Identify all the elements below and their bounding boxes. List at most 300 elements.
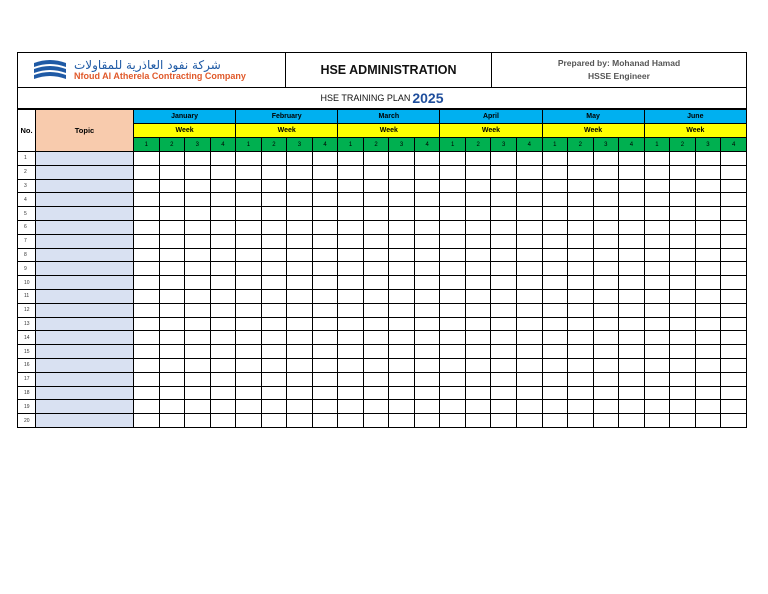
schedule-cell[interactable] [695, 179, 721, 193]
schedule-cell[interactable] [159, 400, 185, 414]
schedule-cell[interactable] [414, 372, 440, 386]
schedule-cell[interactable] [542, 303, 568, 317]
schedule-cell[interactable] [491, 276, 517, 290]
schedule-cell[interactable] [363, 372, 389, 386]
schedule-cell[interactable] [236, 372, 262, 386]
schedule-cell[interactable] [414, 345, 440, 359]
schedule-cell[interactable] [185, 358, 211, 372]
schedule-cell[interactable] [542, 331, 568, 345]
schedule-cell[interactable] [338, 289, 364, 303]
schedule-cell[interactable] [619, 207, 645, 221]
schedule-cell[interactable] [542, 193, 568, 207]
topic-cell[interactable] [36, 317, 134, 331]
schedule-cell[interactable] [287, 193, 313, 207]
topic-cell[interactable] [36, 386, 134, 400]
schedule-cell[interactable] [312, 289, 338, 303]
schedule-cell[interactable] [312, 331, 338, 345]
schedule-cell[interactable] [695, 372, 721, 386]
schedule-cell[interactable] [185, 303, 211, 317]
schedule-cell[interactable] [159, 414, 185, 428]
schedule-cell[interactable] [465, 179, 491, 193]
schedule-cell[interactable] [644, 165, 670, 179]
schedule-cell[interactable] [185, 207, 211, 221]
schedule-cell[interactable] [414, 262, 440, 276]
schedule-cell[interactable] [414, 234, 440, 248]
schedule-cell[interactable] [721, 152, 747, 166]
schedule-cell[interactable] [542, 234, 568, 248]
schedule-cell[interactable] [236, 262, 262, 276]
schedule-cell[interactable] [440, 207, 466, 221]
schedule-cell[interactable] [670, 234, 696, 248]
schedule-cell[interactable] [312, 165, 338, 179]
schedule-cell[interactable] [670, 345, 696, 359]
schedule-cell[interactable] [593, 289, 619, 303]
schedule-cell[interactable] [644, 400, 670, 414]
schedule-cell[interactable] [568, 248, 594, 262]
schedule-cell[interactable] [134, 207, 160, 221]
schedule-cell[interactable] [670, 207, 696, 221]
schedule-cell[interactable] [236, 207, 262, 221]
schedule-cell[interactable] [465, 358, 491, 372]
schedule-cell[interactable] [210, 234, 236, 248]
schedule-cell[interactable] [695, 234, 721, 248]
schedule-cell[interactable] [491, 345, 517, 359]
schedule-cell[interactable] [159, 331, 185, 345]
schedule-cell[interactable] [134, 358, 160, 372]
schedule-cell[interactable] [389, 234, 415, 248]
schedule-cell[interactable] [516, 152, 542, 166]
topic-cell[interactable] [36, 400, 134, 414]
schedule-cell[interactable] [338, 207, 364, 221]
schedule-cell[interactable] [236, 331, 262, 345]
schedule-cell[interactable] [670, 400, 696, 414]
schedule-cell[interactable] [389, 179, 415, 193]
schedule-cell[interactable] [389, 414, 415, 428]
schedule-cell[interactable] [159, 248, 185, 262]
schedule-cell[interactable] [312, 152, 338, 166]
schedule-cell[interactable] [516, 207, 542, 221]
schedule-cell[interactable] [542, 220, 568, 234]
schedule-cell[interactable] [134, 414, 160, 428]
schedule-cell[interactable] [287, 248, 313, 262]
schedule-cell[interactable] [440, 414, 466, 428]
schedule-cell[interactable] [670, 303, 696, 317]
schedule-cell[interactable] [312, 234, 338, 248]
schedule-cell[interactable] [261, 331, 287, 345]
schedule-cell[interactable] [568, 345, 594, 359]
schedule-cell[interactable] [389, 207, 415, 221]
schedule-cell[interactable] [491, 386, 517, 400]
schedule-cell[interactable] [414, 165, 440, 179]
schedule-cell[interactable] [312, 386, 338, 400]
schedule-cell[interactable] [159, 152, 185, 166]
schedule-cell[interactable] [185, 331, 211, 345]
schedule-cell[interactable] [695, 152, 721, 166]
schedule-cell[interactable] [644, 372, 670, 386]
schedule-cell[interactable] [695, 345, 721, 359]
schedule-cell[interactable] [440, 165, 466, 179]
schedule-cell[interactable] [363, 193, 389, 207]
schedule-cell[interactable] [236, 179, 262, 193]
schedule-cell[interactable] [619, 234, 645, 248]
schedule-cell[interactable] [542, 317, 568, 331]
schedule-cell[interactable] [210, 220, 236, 234]
schedule-cell[interactable] [312, 372, 338, 386]
schedule-cell[interactable] [389, 152, 415, 166]
schedule-cell[interactable] [465, 414, 491, 428]
schedule-cell[interactable] [516, 276, 542, 290]
schedule-cell[interactable] [568, 386, 594, 400]
schedule-cell[interactable] [338, 372, 364, 386]
schedule-cell[interactable] [338, 358, 364, 372]
schedule-cell[interactable] [210, 331, 236, 345]
schedule-cell[interactable] [619, 220, 645, 234]
schedule-cell[interactable] [414, 193, 440, 207]
schedule-cell[interactable] [670, 179, 696, 193]
schedule-cell[interactable] [185, 372, 211, 386]
schedule-cell[interactable] [619, 372, 645, 386]
schedule-cell[interactable] [721, 234, 747, 248]
schedule-cell[interactable] [440, 262, 466, 276]
schedule-cell[interactable] [236, 358, 262, 372]
schedule-cell[interactable] [721, 179, 747, 193]
schedule-cell[interactable] [593, 220, 619, 234]
schedule-cell[interactable] [619, 276, 645, 290]
schedule-cell[interactable] [568, 165, 594, 179]
schedule-cell[interactable] [134, 331, 160, 345]
schedule-cell[interactable] [491, 400, 517, 414]
schedule-cell[interactable] [491, 289, 517, 303]
schedule-cell[interactable] [542, 179, 568, 193]
schedule-cell[interactable] [210, 165, 236, 179]
schedule-cell[interactable] [363, 386, 389, 400]
schedule-cell[interactable] [516, 345, 542, 359]
schedule-cell[interactable] [210, 207, 236, 221]
schedule-cell[interactable] [185, 248, 211, 262]
schedule-cell[interactable] [312, 248, 338, 262]
schedule-cell[interactable] [644, 276, 670, 290]
schedule-cell[interactable] [134, 289, 160, 303]
schedule-cell[interactable] [159, 165, 185, 179]
schedule-cell[interactable] [338, 345, 364, 359]
schedule-cell[interactable] [134, 152, 160, 166]
schedule-cell[interactable] [593, 262, 619, 276]
topic-cell[interactable] [36, 414, 134, 428]
schedule-cell[interactable] [516, 234, 542, 248]
schedule-cell[interactable] [389, 193, 415, 207]
schedule-cell[interactable] [568, 317, 594, 331]
schedule-cell[interactable] [363, 234, 389, 248]
schedule-cell[interactable] [261, 220, 287, 234]
schedule-cell[interactable] [185, 276, 211, 290]
schedule-cell[interactable] [491, 317, 517, 331]
schedule-cell[interactable] [644, 386, 670, 400]
schedule-cell[interactable] [363, 152, 389, 166]
schedule-cell[interactable] [287, 345, 313, 359]
topic-cell[interactable] [36, 248, 134, 262]
schedule-cell[interactable] [440, 248, 466, 262]
schedule-cell[interactable] [261, 152, 287, 166]
schedule-cell[interactable] [465, 345, 491, 359]
schedule-cell[interactable] [134, 262, 160, 276]
schedule-cell[interactable] [287, 276, 313, 290]
schedule-cell[interactable] [516, 220, 542, 234]
schedule-cell[interactable] [568, 193, 594, 207]
schedule-cell[interactable] [210, 179, 236, 193]
schedule-cell[interactable] [338, 193, 364, 207]
schedule-cell[interactable] [542, 358, 568, 372]
schedule-cell[interactable] [619, 165, 645, 179]
topic-cell[interactable] [36, 303, 134, 317]
schedule-cell[interactable] [465, 400, 491, 414]
schedule-cell[interactable] [363, 262, 389, 276]
schedule-cell[interactable] [491, 358, 517, 372]
schedule-cell[interactable] [670, 386, 696, 400]
schedule-cell[interactable] [670, 165, 696, 179]
schedule-cell[interactable] [159, 372, 185, 386]
schedule-cell[interactable] [287, 358, 313, 372]
schedule-cell[interactable] [363, 179, 389, 193]
schedule-cell[interactable] [542, 152, 568, 166]
schedule-cell[interactable] [721, 414, 747, 428]
schedule-cell[interactable] [210, 303, 236, 317]
schedule-cell[interactable] [440, 220, 466, 234]
schedule-cell[interactable] [440, 386, 466, 400]
schedule-cell[interactable] [491, 193, 517, 207]
schedule-cell[interactable] [542, 345, 568, 359]
schedule-cell[interactable] [670, 331, 696, 345]
schedule-cell[interactable] [542, 400, 568, 414]
schedule-cell[interactable] [287, 331, 313, 345]
schedule-cell[interactable] [389, 289, 415, 303]
schedule-cell[interactable] [465, 207, 491, 221]
schedule-cell[interactable] [210, 193, 236, 207]
schedule-cell[interactable] [312, 220, 338, 234]
schedule-cell[interactable] [261, 179, 287, 193]
schedule-cell[interactable] [695, 289, 721, 303]
schedule-cell[interactable] [516, 248, 542, 262]
schedule-cell[interactable] [185, 220, 211, 234]
schedule-cell[interactable] [134, 248, 160, 262]
schedule-cell[interactable] [516, 289, 542, 303]
schedule-cell[interactable] [440, 317, 466, 331]
schedule-cell[interactable] [338, 386, 364, 400]
schedule-cell[interactable] [261, 289, 287, 303]
topic-cell[interactable] [36, 331, 134, 345]
schedule-cell[interactable] [287, 372, 313, 386]
schedule-cell[interactable] [721, 331, 747, 345]
schedule-cell[interactable] [414, 248, 440, 262]
schedule-cell[interactable] [465, 262, 491, 276]
schedule-cell[interactable] [695, 317, 721, 331]
schedule-cell[interactable] [389, 220, 415, 234]
schedule-cell[interactable] [414, 414, 440, 428]
schedule-cell[interactable] [695, 331, 721, 345]
schedule-cell[interactable] [414, 276, 440, 290]
schedule-cell[interactable] [644, 358, 670, 372]
schedule-cell[interactable] [389, 248, 415, 262]
schedule-cell[interactable] [695, 414, 721, 428]
schedule-cell[interactable] [414, 331, 440, 345]
schedule-cell[interactable] [134, 179, 160, 193]
schedule-cell[interactable] [465, 234, 491, 248]
schedule-cell[interactable] [261, 372, 287, 386]
schedule-cell[interactable] [389, 400, 415, 414]
schedule-cell[interactable] [414, 179, 440, 193]
schedule-cell[interactable] [644, 220, 670, 234]
schedule-cell[interactable] [210, 276, 236, 290]
schedule-cell[interactable] [670, 193, 696, 207]
schedule-cell[interactable] [287, 207, 313, 221]
schedule-cell[interactable] [134, 317, 160, 331]
schedule-cell[interactable] [261, 345, 287, 359]
schedule-cell[interactable] [312, 207, 338, 221]
schedule-cell[interactable] [465, 331, 491, 345]
schedule-cell[interactable] [261, 358, 287, 372]
schedule-cell[interactable] [287, 220, 313, 234]
schedule-cell[interactable] [619, 400, 645, 414]
schedule-cell[interactable] [465, 289, 491, 303]
schedule-cell[interactable] [695, 262, 721, 276]
schedule-cell[interactable] [312, 193, 338, 207]
schedule-cell[interactable] [185, 262, 211, 276]
schedule-cell[interactable] [363, 165, 389, 179]
schedule-cell[interactable] [721, 372, 747, 386]
schedule-cell[interactable] [414, 207, 440, 221]
schedule-cell[interactable] [440, 289, 466, 303]
schedule-cell[interactable] [261, 207, 287, 221]
schedule-cell[interactable] [312, 345, 338, 359]
schedule-cell[interactable] [465, 303, 491, 317]
schedule-cell[interactable] [338, 400, 364, 414]
schedule-cell[interactable] [363, 207, 389, 221]
schedule-cell[interactable] [338, 165, 364, 179]
schedule-cell[interactable] [568, 414, 594, 428]
schedule-cell[interactable] [670, 220, 696, 234]
schedule-cell[interactable] [619, 152, 645, 166]
schedule-cell[interactable] [721, 345, 747, 359]
schedule-cell[interactable] [721, 207, 747, 221]
schedule-cell[interactable] [593, 303, 619, 317]
schedule-cell[interactable] [185, 400, 211, 414]
schedule-cell[interactable] [619, 317, 645, 331]
schedule-cell[interactable] [593, 386, 619, 400]
schedule-cell[interactable] [542, 386, 568, 400]
schedule-cell[interactable] [210, 400, 236, 414]
schedule-cell[interactable] [619, 289, 645, 303]
schedule-cell[interactable] [363, 331, 389, 345]
schedule-cell[interactable] [236, 165, 262, 179]
schedule-cell[interactable] [363, 345, 389, 359]
schedule-cell[interactable] [236, 386, 262, 400]
schedule-cell[interactable] [695, 207, 721, 221]
schedule-cell[interactable] [465, 193, 491, 207]
schedule-cell[interactable] [134, 234, 160, 248]
schedule-cell[interactable] [261, 386, 287, 400]
schedule-cell[interactable] [287, 234, 313, 248]
schedule-cell[interactable] [491, 220, 517, 234]
topic-cell[interactable] [36, 345, 134, 359]
schedule-cell[interactable] [261, 234, 287, 248]
schedule-cell[interactable] [695, 358, 721, 372]
schedule-cell[interactable] [159, 234, 185, 248]
schedule-cell[interactable] [593, 345, 619, 359]
schedule-cell[interactable] [542, 262, 568, 276]
schedule-cell[interactable] [516, 193, 542, 207]
schedule-cell[interactable] [440, 331, 466, 345]
schedule-cell[interactable] [619, 179, 645, 193]
schedule-cell[interactable] [236, 400, 262, 414]
schedule-cell[interactable] [287, 317, 313, 331]
schedule-cell[interactable] [389, 276, 415, 290]
schedule-cell[interactable] [159, 303, 185, 317]
schedule-cell[interactable] [338, 317, 364, 331]
schedule-cell[interactable] [389, 358, 415, 372]
schedule-cell[interactable] [670, 358, 696, 372]
schedule-cell[interactable] [593, 372, 619, 386]
schedule-cell[interactable] [414, 303, 440, 317]
schedule-cell[interactable] [644, 234, 670, 248]
schedule-cell[interactable] [721, 193, 747, 207]
schedule-cell[interactable] [491, 165, 517, 179]
schedule-cell[interactable] [338, 220, 364, 234]
schedule-cell[interactable] [185, 234, 211, 248]
schedule-cell[interactable] [261, 317, 287, 331]
schedule-cell[interactable] [363, 276, 389, 290]
schedule-cell[interactable] [440, 193, 466, 207]
schedule-cell[interactable] [516, 372, 542, 386]
schedule-cell[interactable] [465, 165, 491, 179]
schedule-cell[interactable] [695, 276, 721, 290]
schedule-cell[interactable] [516, 303, 542, 317]
schedule-cell[interactable] [721, 262, 747, 276]
schedule-cell[interactable] [338, 262, 364, 276]
schedule-cell[interactable] [261, 193, 287, 207]
schedule-cell[interactable] [644, 193, 670, 207]
schedule-cell[interactable] [236, 234, 262, 248]
schedule-cell[interactable] [491, 331, 517, 345]
schedule-cell[interactable] [491, 179, 517, 193]
schedule-cell[interactable] [261, 248, 287, 262]
schedule-cell[interactable] [516, 400, 542, 414]
schedule-cell[interactable] [440, 358, 466, 372]
schedule-cell[interactable] [261, 276, 287, 290]
schedule-cell[interactable] [593, 179, 619, 193]
schedule-cell[interactable] [491, 303, 517, 317]
schedule-cell[interactable] [568, 179, 594, 193]
schedule-cell[interactable] [593, 193, 619, 207]
schedule-cell[interactable] [414, 358, 440, 372]
schedule-cell[interactable] [670, 372, 696, 386]
schedule-cell[interactable] [619, 248, 645, 262]
schedule-cell[interactable] [389, 372, 415, 386]
schedule-cell[interactable] [440, 179, 466, 193]
schedule-cell[interactable] [491, 234, 517, 248]
schedule-cell[interactable] [670, 414, 696, 428]
schedule-cell[interactable] [287, 414, 313, 428]
schedule-cell[interactable] [134, 386, 160, 400]
schedule-cell[interactable] [287, 165, 313, 179]
schedule-cell[interactable] [568, 358, 594, 372]
schedule-cell[interactable] [185, 289, 211, 303]
schedule-cell[interactable] [568, 262, 594, 276]
schedule-cell[interactable] [542, 414, 568, 428]
schedule-cell[interactable] [670, 276, 696, 290]
schedule-cell[interactable] [465, 248, 491, 262]
schedule-cell[interactable] [670, 262, 696, 276]
schedule-cell[interactable] [134, 372, 160, 386]
schedule-cell[interactable] [568, 400, 594, 414]
